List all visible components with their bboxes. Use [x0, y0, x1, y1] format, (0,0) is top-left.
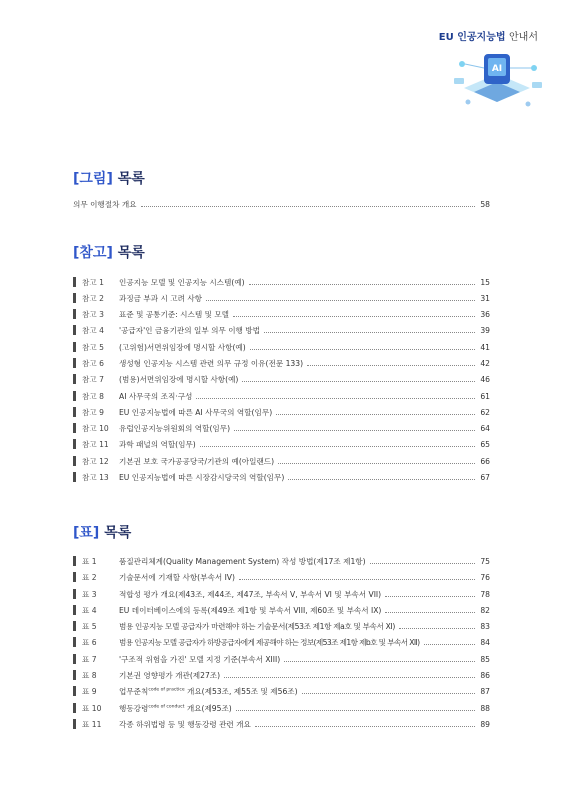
row-marker: [73, 572, 76, 582]
figures-heading-bracket: [그림]: [73, 171, 113, 187]
row-marker: [73, 686, 76, 696]
row-marker: [73, 637, 76, 647]
reference-title: EU 인공지능법에 따른 AI 사무국의 역할(임무): [119, 407, 273, 417]
reference-page: 42: [480, 358, 490, 368]
row-marker: [73, 358, 76, 368]
tables-list-heading: [73, 522, 131, 542]
reference-page: 39: [480, 325, 490, 335]
table-list-item[interactable]: [73, 668, 490, 682]
table-title-main: 업무준칙: [119, 686, 149, 696]
svg-text:AI: AI: [491, 64, 503, 74]
leader-dots: [239, 579, 475, 580]
table-label: 표 5: [82, 621, 97, 631]
table-page: 75: [480, 556, 490, 566]
table-label: 표 7: [82, 654, 97, 664]
reference-page: 65: [480, 439, 490, 449]
reference-title: EU 인공지능법에 따른 시장감시당국의 역할(임무): [119, 472, 285, 482]
row-marker: [73, 423, 76, 433]
table-title: 품질관리체계(Quality Management System) 작성 방법(제17조 제1항): [119, 556, 366, 566]
leader-dots: [276, 414, 475, 415]
references-heading-bracket: [참고]: [73, 245, 113, 261]
reference-list-item[interactable]: [73, 275, 490, 289]
table-title: 기술문서에 기재할 사항(부속서 IV): [119, 572, 235, 582]
leader-dots: [234, 430, 475, 431]
table-label: 표 11: [82, 719, 102, 729]
reference-label: 참고 13: [82, 472, 109, 482]
reference-list-item[interactable]: [73, 437, 490, 451]
row-marker: [73, 589, 76, 599]
reference-title: 생성형 인공지능 시스템 관련 의무 규정 이유(전문 133): [119, 358, 304, 368]
reference-page: 64: [480, 423, 490, 433]
reference-page: 31: [480, 293, 490, 303]
reference-title: (범용)서면위임장에 명시할 사항(예): [119, 374, 239, 384]
reference-page: 61: [480, 391, 490, 401]
reference-page: 66: [480, 456, 490, 466]
leader-dots: [200, 446, 475, 447]
reference-list-item[interactable]: [73, 389, 490, 403]
reference-page: 41: [480, 342, 490, 352]
leader-dots: [250, 349, 475, 350]
table-list-item[interactable]: [73, 652, 490, 666]
leader-dots: [224, 677, 475, 678]
table-list-item[interactable]: [73, 635, 490, 649]
reference-title: 유럽인공지능위원회의 역할(임무): [119, 423, 231, 433]
row-marker: [73, 670, 76, 680]
table-title-superscript: code of practice: [148, 686, 185, 692]
row-marker: [73, 472, 76, 482]
ai-chip-illustration: [448, 44, 546, 116]
leader-dots: [399, 628, 475, 629]
leader-dots: [307, 365, 475, 366]
reference-title: AI 사무국의 조직·구성: [119, 391, 193, 401]
leader-dots: [206, 300, 475, 301]
row-marker: [73, 703, 76, 713]
reference-title: 과학 패널의 역할(임무): [119, 439, 196, 449]
reference-list-item[interactable]: [73, 405, 490, 419]
table-title: 범용 인공지능 모델 공급자가 하방공급자에게 제공해야 하는 정보(제53조 제1항 제b호 및 부속서 XII): [119, 637, 420, 647]
reference-title: 표준 및 공통기준: 시스템 및 모델: [119, 309, 229, 319]
row-marker: [73, 621, 76, 631]
reference-label: 참고 5: [82, 342, 104, 352]
figure-item-title: 의무 이행절차 개요: [73, 199, 137, 209]
leader-dots: [141, 206, 475, 207]
row-marker: [73, 407, 76, 417]
table-title: [119, 703, 232, 714]
reference-list-item[interactable]: [73, 454, 490, 468]
row-marker: [73, 277, 76, 287]
row-marker: [73, 325, 76, 335]
table-title-after: 개요(제95조): [184, 703, 232, 713]
leader-dots: [264, 332, 475, 333]
reference-label: 참고 11: [82, 439, 109, 449]
reference-page: 46: [480, 374, 490, 384]
brand-title: EU 인공지능법: [438, 32, 506, 43]
reference-list-item[interactable]: [73, 356, 490, 370]
table-list-item[interactable]: [73, 587, 490, 601]
table-label: 표 10: [82, 703, 102, 713]
reference-title: 인공지능 모델 및 인공지능 시스템(예): [119, 277, 245, 287]
reference-page: 62: [480, 407, 490, 417]
table-label: 표 2: [82, 572, 97, 582]
table-list-item[interactable]: [73, 603, 490, 617]
reference-title: '공급자'인 금융기관의 일부 의무 이행 방법: [119, 325, 260, 335]
brand-suffix: 안내서: [509, 32, 538, 43]
table-title: [119, 686, 298, 697]
table-list-item[interactable]: [73, 570, 490, 584]
table-title: EU 데이터베이스에의 등록(제49조 제1항 및 부속서 VIII, 제60조 및 부속서 IX): [119, 605, 382, 615]
reference-title: 기본권 보호 국가공공당국/기관의 예(아일랜드): [119, 456, 275, 466]
reference-list-item[interactable]: [73, 307, 490, 321]
table-list-item[interactable]: [73, 701, 490, 715]
reference-label: 참고 9: [82, 407, 104, 417]
reference-list-item[interactable]: [73, 470, 490, 484]
row-marker: [73, 556, 76, 566]
reference-list-item[interactable]: [73, 421, 490, 435]
row-marker: [73, 391, 76, 401]
table-title-main: 행동강령: [119, 703, 149, 713]
leader-dots: [249, 284, 475, 285]
table-label: 표 6: [82, 637, 97, 647]
leader-dots: [370, 563, 475, 564]
reference-list-item[interactable]: [73, 291, 490, 305]
table-list-item[interactable]: [73, 684, 490, 698]
tables-heading-bracket: [표]: [73, 525, 100, 541]
leader-dots: [278, 463, 475, 464]
figures-list-heading: [73, 168, 145, 188]
leader-dots: [424, 644, 476, 645]
figure-item-page: 58: [480, 199, 490, 209]
row-marker: [73, 719, 76, 729]
row-marker: [73, 654, 76, 664]
document-brand-header: [439, 28, 538, 43]
table-label: 표 1: [82, 556, 97, 566]
table-title: 범용 인공지능 모델 공급자가 마련해야 하는 기술문서(제53조 제1항 제a호 및 부속서 XI): [119, 621, 395, 631]
table-page: 87: [480, 686, 490, 696]
reference-list-item[interactable]: [73, 323, 490, 337]
table-page: 83: [480, 621, 490, 631]
leader-dots: [284, 661, 475, 662]
row-marker: [73, 605, 76, 615]
reference-label: 참고 10: [82, 423, 109, 433]
table-label: 표 3: [82, 589, 97, 599]
leader-dots: [302, 693, 475, 694]
reference-page: 36: [480, 309, 490, 319]
table-title: '구조적 위험을 가진' 모델 지정 기준(부속서 XIII): [119, 654, 281, 664]
table-label: 표 8: [82, 670, 97, 680]
row-marker: [73, 293, 76, 303]
table-title-after: 개요(제53조, 제55조 및 제56조): [184, 686, 298, 696]
row-marker: [73, 456, 76, 466]
leader-dots: [233, 316, 475, 317]
table-title: 적합성 평가 개요(제43조, 제44조, 제47조, 부속서 V, 부속서 VI 및 부속서 VII): [119, 589, 382, 599]
table-list-item[interactable]: [73, 717, 490, 731]
table-page: 76: [480, 572, 490, 582]
row-marker: [73, 342, 76, 352]
table-title: 기본권 영향평가 개관(제27조): [119, 670, 221, 680]
table-page: 85: [480, 654, 490, 664]
leader-dots: [385, 596, 475, 597]
reference-label: 참고 4: [82, 325, 104, 335]
reference-page: 15: [480, 277, 490, 287]
leader-dots: [236, 710, 475, 711]
leader-dots: [385, 612, 475, 613]
table-label: 표 9: [82, 686, 97, 696]
row-marker: [73, 439, 76, 449]
table-list-item[interactable]: [73, 619, 490, 633]
reference-label: 참고 1: [82, 277, 104, 287]
leader-dots: [196, 398, 475, 399]
reference-title: 과징금 부과 시 고려 사항: [119, 293, 203, 303]
reference-list-item[interactable]: [73, 372, 490, 386]
row-marker: [73, 374, 76, 384]
reference-label: 참고 7: [82, 374, 104, 384]
reference-label: 참고 12: [82, 456, 109, 466]
table-page: 84: [480, 637, 490, 647]
reference-label: 참고 6: [82, 358, 104, 368]
table-page: 88: [480, 703, 490, 713]
references-heading-text: 목록: [112, 245, 145, 261]
table-title: 각종 하위법령 등 및 행동강령 관련 개요: [119, 719, 251, 729]
table-page: 78: [480, 589, 490, 599]
leader-dots: [255, 726, 475, 727]
references-list-heading: [73, 242, 145, 262]
reference-label: 참고 8: [82, 391, 104, 401]
table-page: 86: [480, 670, 490, 680]
figures-heading-text: 목록: [112, 171, 145, 187]
tables-heading-text: 목록: [99, 525, 132, 541]
reference-page: 67: [480, 472, 490, 482]
reference-title: (고위험)서면위임장에 명시할 사항(예): [119, 342, 246, 352]
row-marker: [73, 309, 76, 319]
leader-dots: [288, 479, 475, 480]
reference-label: 참고 2: [82, 293, 104, 303]
table-title-superscript: code of conduct: [148, 703, 185, 709]
table-page: 82: [480, 605, 490, 615]
leader-dots: [242, 381, 475, 382]
reference-label: 참고 3: [82, 309, 104, 319]
figure-list-item[interactable]: [73, 197, 490, 211]
table-label: 표 4: [82, 605, 97, 615]
table-page: 89: [480, 719, 490, 729]
table-list-item[interactable]: [73, 554, 490, 568]
reference-list-item[interactable]: [73, 340, 490, 354]
